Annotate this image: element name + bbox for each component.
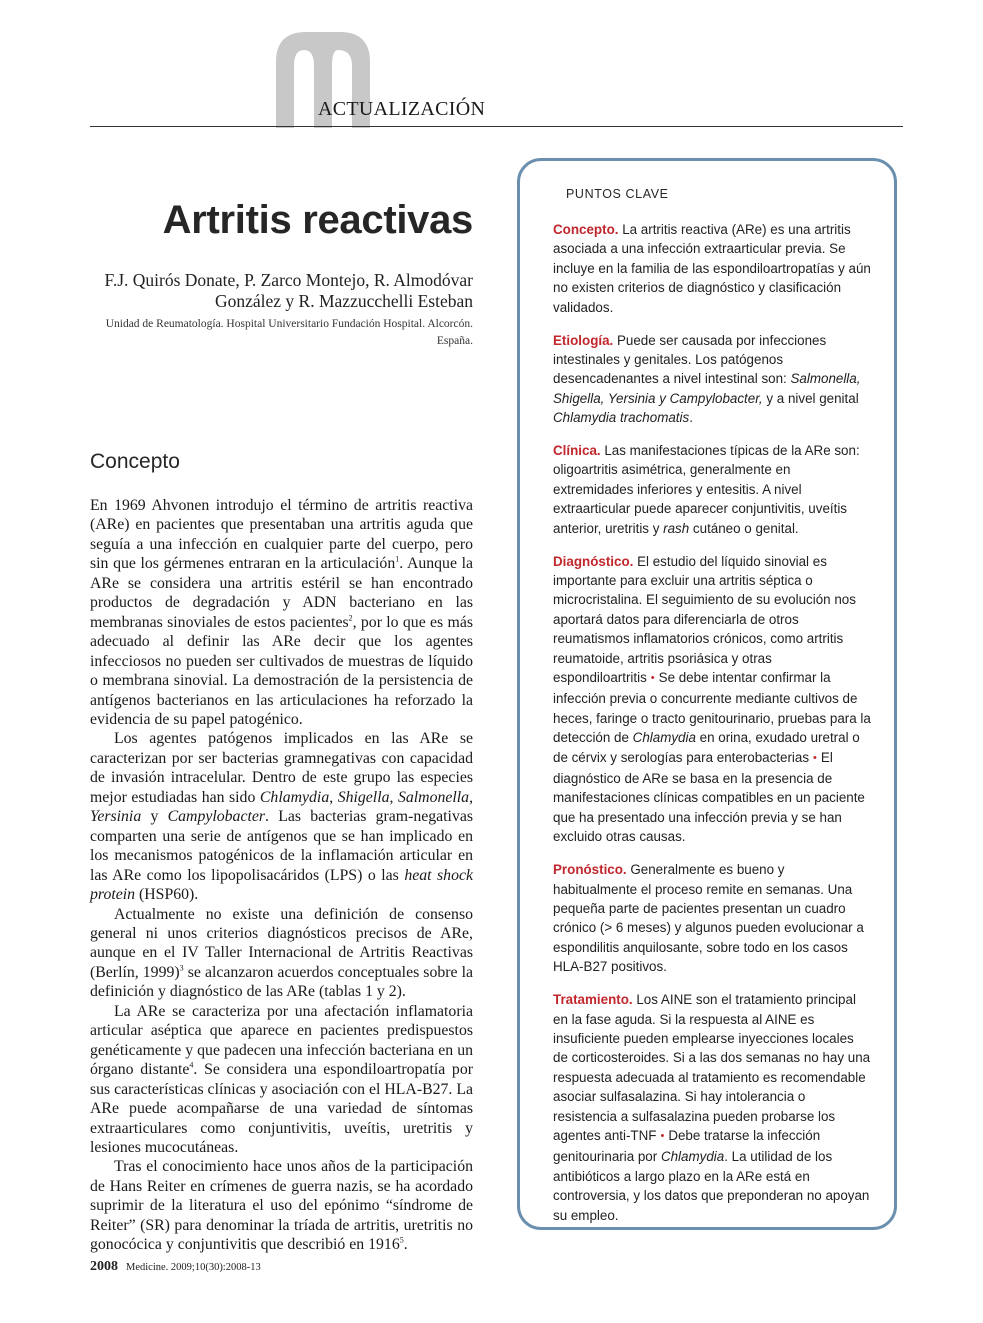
key-point-tratamiento: Tratamiento. Los AINE son el tratamiento principal en la fase aguda. Si la respuesta al AINE es insuficiente pueden emplearse inyecciones locales de corticosteroides. Si a las dos semanas no hay una respuesta adecuada al tratamiento es recomendable asociar sulfasalazina. Si hay intolerancia o resistencia a sulfasalazina pueden probarse los agentes anti-TNF • Debe tratarse la infección genitourinaria por Chlamydia. La utilidad de los antibióticos a largo plazo en la ARe está en controversia, y los datos que preponderan no apoyan su empleo. [553, 992, 871, 1223]
key-point-diagnostico: Diagnóstico. El estudio del líquido sinovial es importante para excluir una artritis séptica o microcristalina. El seguimiento de su evolución nos aportará datos para diferenciarla de otros reumatismos inflamatorios crónicos, como artritis reumatoide, artritis psoriásica y otras espondiloartritis • Se debe intentar confirmar la infección previa o concurrente mediante cultivos de heces, faringe o tracto genitourinario, pruebas para la detección de Chlamydia en orina, exudado uretral o de cérvix y serologías para enterobacterias • El diagnóstico de ARe se basa en la presencia de manifestaciones clínicas compatibles en un paciente que ha presentado una infección previa y se han excluido otras causas. [553, 553, 871, 845]
page-footer [90, 1258, 261, 1275]
paragraph: Los agentes patógenos implicados en las ARe se caracterizan por ser bacterias gramnegativas con capacidad de invasión intracelular. Dentro de este grupo las especies mejor estudiadas han sido Chlamydia, Shigella, Salmonella, Yersinia y Campylobacter. Las bacterias gram-negativas comparten una serie de antígenos que se han implicado en los mecanismos patogénicos de la inflamación articular en las ARe como los lipopolisacáridos (LPS) o las heat shock protein (HSP60). [90, 730, 474, 904]
bullet-icon: • [813, 751, 817, 764]
paragraph: La ARe se caracteriza por una afectación inflamatoria articular aséptica que aparece en pacientes predispuestos genéticamente y que padecen una infección bacteriana en un órgano distante$^4$. Se considera una espondiloartropatía por sus características clínicas y asociación con el HLA-B27. La ARe puede acompañarse de una variedad de síntomas extraarticulares como conjuntivitis, uveítis, uretritis y lesiones mucocutáneas. [90, 1002, 473, 1156]
page-number: 2008 [90, 1259, 118, 1274]
journal-citation: Medicine. 2009;10(30):2008-13 [126, 1262, 261, 1273]
section-label: ACTUALIZACIÓN [318, 98, 486, 120]
body-text [90, 496, 473, 1255]
key-point-clinica: Clínica. Las manifestaciones típicas de la ARe son: oligoartritis asimétrica, generalmente en extremidades inferiores y entesitis. A nivel extraarticular puede aparecer conjuntivitis, uveítis anterior, uretritis y rash cutáneo o genital. [553, 443, 860, 536]
article-authors: F.J. Quirós Donate, P. Zarco Montejo, R. Almodóvar González y R. Mazzucchelli Esteban [104, 270, 473, 311]
bullet-icon: • [650, 672, 655, 685]
key-point-pronostico: Pronóstico. Generalmente es bueno y habitualmente el proceso remite en semanas. Una pequeña parte de pacientes presentan un cuadro crónico (> 6 meses) y algunos pueden evolucionar a espondilitis anquilosante, sobre todo en los casos HLA-B27 positivos. [553, 862, 864, 975]
paragraph: Tras el conocimiento hace unos años de la participación de Hans Reiter en crímenes de guerra nazis, se ha acordado suprimir de la literatura el uso del epónimo “síndrome de Reiter” (SR) para denominar la tríada de artritis, uretritis no gonocócica y conjuntivitis que describió en 1916$^5$. [90, 1158, 473, 1254]
key-point-etiologia: Etiología. Puede ser causada por infecciones intestinales y genitales. Los patógenos desencadenantes a nivel intestinal son: Salmonella, Shigella, Yersinia y Campylobacter, y a nivel genital Chlamydia trachomatis. [553, 332, 861, 426]
paragraph: En 1969 Ahvonen introdujo el término de artritis reactiva (ARe) en pacientes que presentaban una artritis aguda que seguía a una infección en cualquier parte del cuerpo, pero sin que los gérmenes entraran en la articulación$^1$. Aunque la ARe se considera una artritis estéril se han encontrado productos de degradación y ADN bacteriano en las membranas sinoviales de estos pacientes$^2$, por lo que es más adecuado al definir las ARe decir que los agentes infecciosos no pueden ser cultivados de muestras de líquido o membrana sinovial. La demostración de la persistencia de antígenos bacterianos en las articulaciones ha reforzado la evidencia de su papel patogénico. [90, 497, 473, 728]
paragraph: Actualmente no existe una definición de consenso general ni unos criterios diagnósticos precisos de ARe, aunque en el IV Taller Internacional de Artritis Reactivas (Berlín, 1999)$^3$ se alcanzaron acuerdos conceptuales sobre la definición y diagnóstico de las ARe (tablas 1 y 2). [90, 905, 474, 1001]
article-affiliation: Unidad de Reumatología. Hospital Universitario Fundación Hospital. Alcorcón. España. [105, 318, 473, 347]
article-title: Artritis reactivas [162, 198, 473, 242]
section-heading: Concepto [90, 450, 180, 473]
key-points-content [553, 220, 871, 1239]
bullet-icon: • [660, 1129, 665, 1142]
key-point-concepto: Concepto. La artritis reactiva (ARe) es una artritis asociada a una infección extraarticular previa. Se incluye en la familia de las espondiloartropatías y aún no existen criterios de diagnóstico y clasificación validados. [553, 222, 871, 315]
key-points-title: PUNTOS CLAVE [566, 187, 669, 201]
header-rule [90, 126, 903, 127]
